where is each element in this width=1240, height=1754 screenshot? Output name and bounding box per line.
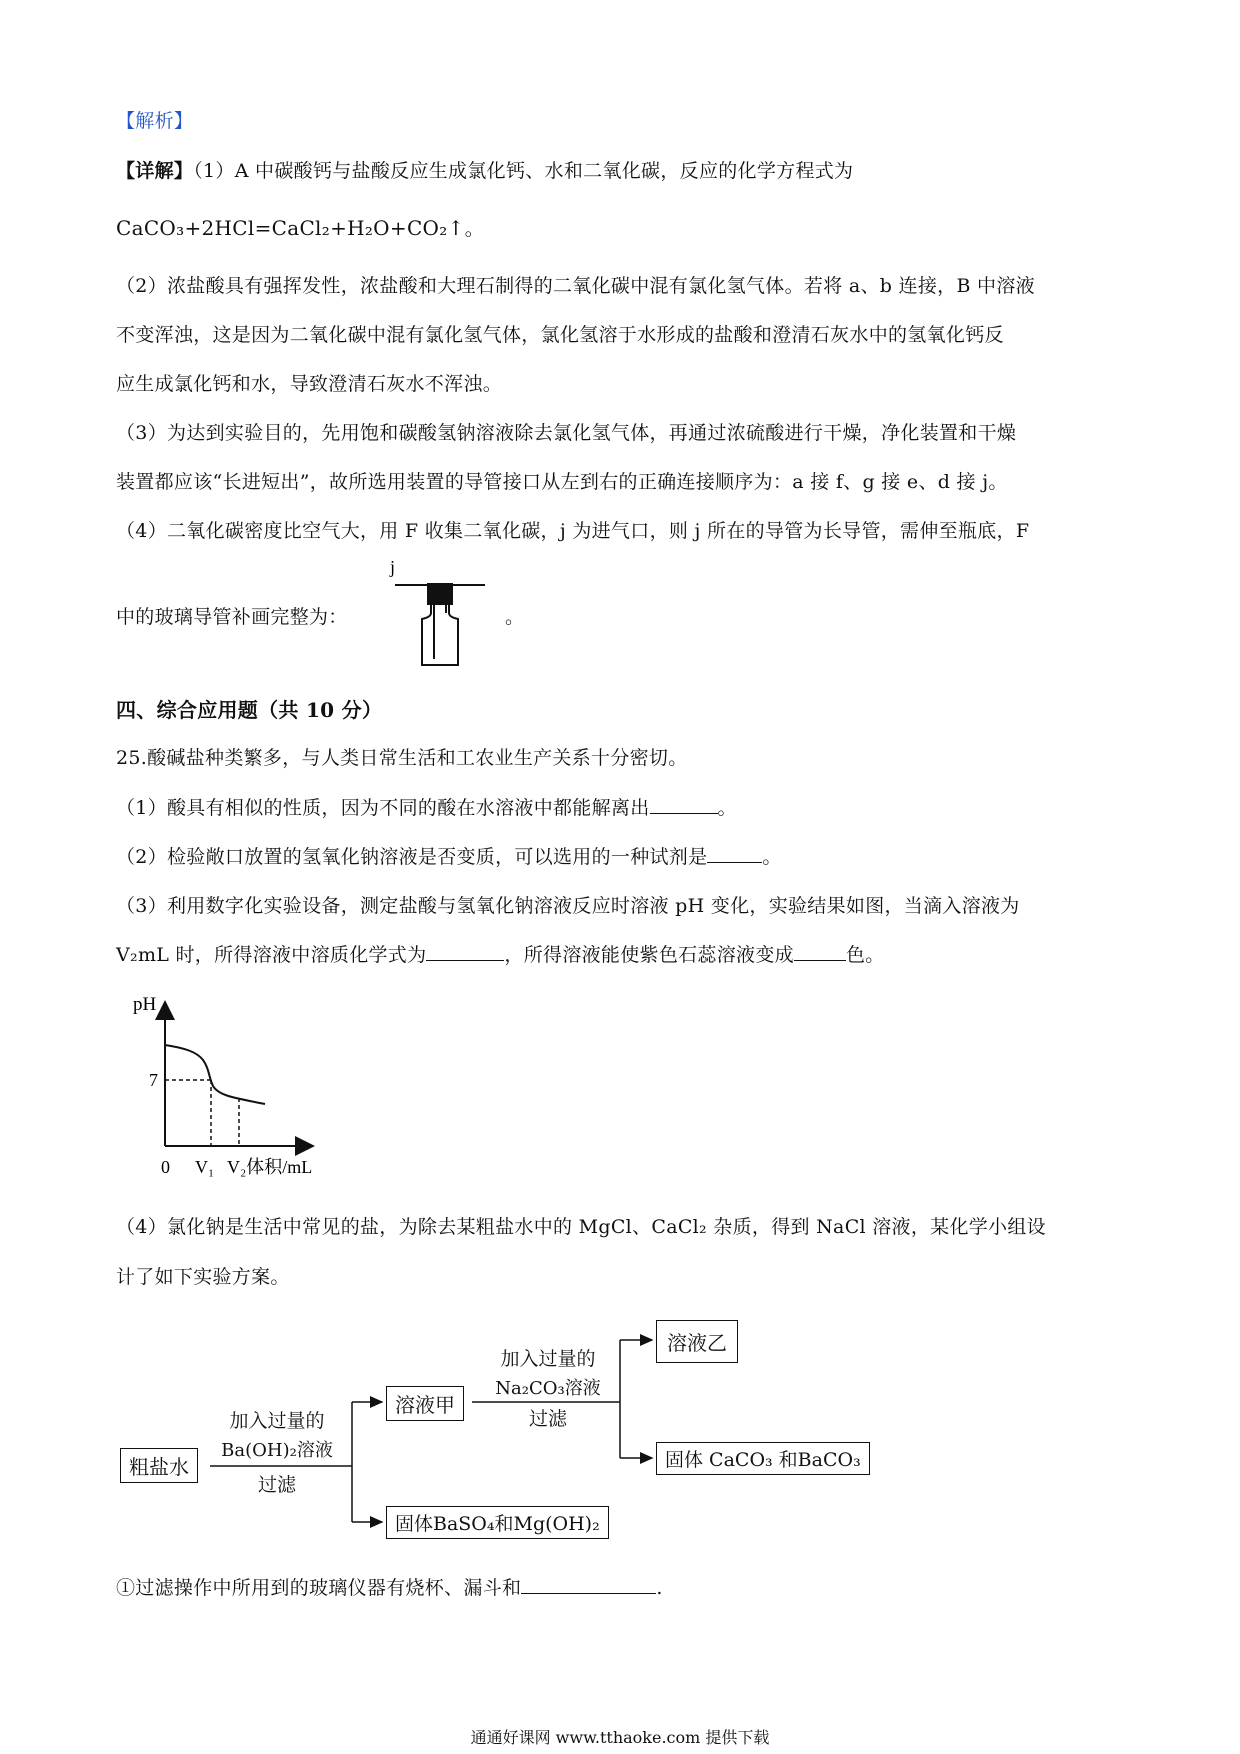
y-tick-7: 7 — [149, 1070, 158, 1090]
question-25-2 — [116, 842, 782, 869]
step1-label-1: 加入过量的 — [229, 1410, 325, 1432]
detail-p3-line2: 装置都应该“长进短出”，故所选用装置的导管接口从左到右的正确连接顺序为：a 接 f、g 接 e、d 接 j。 — [116, 471, 1008, 493]
detail-label: 【详解】 — [116, 160, 194, 182]
step2-label-1: 加入过量的 — [500, 1348, 596, 1370]
q3-color-blank[interactable] — [794, 942, 846, 961]
sub1-answer-blank[interactable] — [521, 1575, 656, 1594]
question-25-4-line2: 计了如下实验方案。 — [116, 1266, 290, 1288]
bottle-body — [422, 613, 458, 665]
step1-label-2: Ba(OH)₂溶液 — [221, 1440, 333, 1461]
sub1-end: . — [656, 1577, 663, 1599]
gas-bottle-figure — [380, 555, 500, 670]
detail-p2-line3: 应生成氯化钙和水，导致澄清石灰水不浑浊。 — [116, 373, 503, 395]
q3-text-a: V₂mL 时，所得溶液中溶质化学式为 — [116, 944, 427, 966]
detail-p2-line2: 不变浑浊，这是因为二氧化碳中混有氯化氢气体，氯化氢溶于水形成的盐酸和澄清石灰水中的氢氧化钙反 — [116, 324, 1004, 346]
question-25-4-line1: （4）氯化钠是生活中常见的盐，为除去某粗盐水中的 MgCl、CaCl₂ 杂质，得到 NaCl 溶液，某化学小组设 — [116, 1216, 1046, 1238]
ph-graph — [125, 990, 355, 1185]
question-25-1 — [116, 793, 737, 820]
solid-a-box: 固体BaSO₄和Mg(OH)₂ — [386, 1506, 609, 1539]
question-25-intro: 25.酸碱盐种类繁多，与人类日常生活和工农业生产关系十分密切。 — [116, 747, 688, 769]
question-25-3-line2 — [116, 940, 885, 967]
step2-label-2: Na₂CO₃溶液 — [495, 1378, 601, 1399]
solution-a-box: 溶液甲 — [386, 1386, 464, 1421]
page-footer: 通通好课网 www.tthaoke.com 提供下载 — [470, 1728, 770, 1747]
step1-label-3: 过滤 — [257, 1474, 296, 1496]
flowchart-connectors — [0, 1300, 1240, 1560]
q3-text-c: 色。 — [845, 944, 885, 966]
question-25-3-line1: （3）利用数字化实验设备，测定盐酸与氢氧化钠溶液反应时溶液 pH 变化，实验结果如图，当滴入溶液为 — [116, 895, 1020, 917]
y-axis-label: pH — [133, 994, 157, 1015]
section-four-title: 四、综合应用题（共 10 分） — [116, 698, 383, 722]
analysis-header: 【解析】 — [116, 110, 194, 132]
sub1-text: ①过滤操作中所用到的玻璃仪器有烧杯、漏斗和 — [116, 1577, 522, 1599]
q3-formula-blank[interactable] — [426, 942, 504, 961]
detail-p4-end: 。 — [505, 606, 525, 628]
flow-start-box: 粗盐水 — [120, 1448, 198, 1483]
x-tick-v2: V₂体积/mL — [227, 1157, 313, 1177]
ph-curve — [165, 1045, 265, 1104]
solution-b-box: 溶液乙 — [656, 1320, 738, 1363]
sub-question-1 — [116, 1573, 663, 1600]
q2-answer-blank[interactable] — [707, 844, 762, 863]
q1-end: 。 — [717, 797, 737, 819]
detail-p1-text: （1）A 中碳酸钙与盐酸反应生成氯化钙、水和二氧化碳，反应的化学方程式为 — [193, 160, 854, 182]
bottle-inlet-label: j — [390, 557, 396, 577]
detail-p4-line1: （4）二氧化碳密度比空气大，用 F 收集二氧化碳，j 为进气口，则 j 所在的导管为长导管，需伸至瓶底，F — [116, 520, 1030, 542]
q3-text-b: ，所得溶液能使紫色石蕊溶液变成 — [504, 944, 794, 966]
q2-text: （2）检验敞口放置的氢氧化钠溶液是否变质，可以选用的一种试剂是 — [116, 846, 708, 868]
q1-answer-blank[interactable] — [650, 795, 718, 814]
detail-p2-line1: （2）浓盐酸具有强挥发性，浓盐酸和大理石制得的二氧化碳中混有氯化氢气体。若将 a、b 连接，B 中溶液 — [116, 275, 1035, 297]
chemical-equation: CaCO₃+2HCl=CaCl₂+H₂O+CO₂↑。 — [116, 216, 485, 240]
q2-end: 。 — [762, 846, 782, 868]
step2-label-3: 过滤 — [528, 1408, 567, 1430]
x-tick-v1: V₁ — [195, 1157, 215, 1177]
solid-b-box: 固体 CaCO₃ 和BaCO₃ — [656, 1442, 870, 1475]
origin-label: 0 — [161, 1157, 170, 1177]
detail-p3-line1: （3）为达到实验目的，先用饱和碳酸氢钠溶液除去氯化氢气体，再通过浓硫酸进行干燥，净化装置和干燥 — [116, 422, 1017, 444]
q1-text: （1）酸具有相似的性质，因为不同的酸在水溶液中都能解离出 — [116, 797, 650, 819]
detail-p4-text: 中的玻璃导管补画完整为： — [116, 606, 348, 628]
bottle-stopper — [427, 583, 453, 605]
detail-p4-line2 — [116, 602, 348, 629]
detail-paragraph-1 — [116, 156, 853, 183]
